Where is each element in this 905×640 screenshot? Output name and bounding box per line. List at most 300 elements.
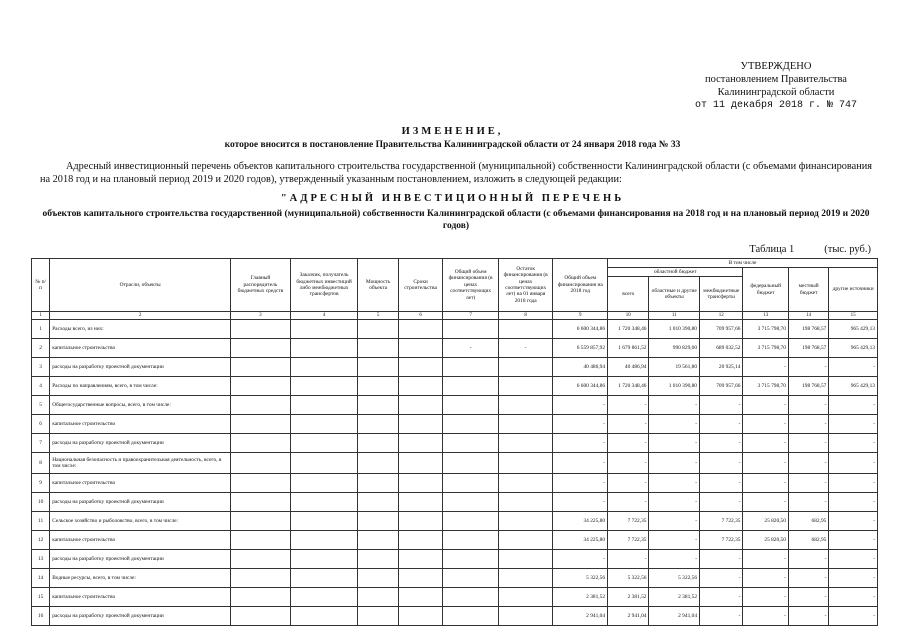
cell-manager	[231, 377, 291, 396]
cell-total-2018: 6 559 857,92	[553, 339, 608, 358]
cell-remaining	[498, 607, 553, 626]
cell-total-2018: -	[553, 493, 608, 512]
cell-interbudget: -	[700, 493, 743, 512]
cell-other: 965 429,13	[829, 320, 878, 339]
cell-regional-other: 990 829,00	[649, 339, 700, 358]
cell-regional-other: 1 010 390,80	[649, 320, 700, 339]
cell-capacity	[358, 453, 398, 474]
cell-manager	[231, 453, 291, 474]
cell-total-cost	[443, 396, 499, 415]
cell-customer	[290, 474, 358, 493]
cell-regional-other: 2 381,52	[649, 588, 700, 607]
cell-customer	[290, 434, 358, 453]
cell-local: -	[788, 358, 828, 377]
cell-total-cost	[443, 588, 499, 607]
cell-total-2018: -	[553, 396, 608, 415]
table-row	[32, 339, 878, 358]
col-number: 3	[231, 312, 291, 320]
cell-federal: -	[743, 588, 788, 607]
table-row	[32, 607, 878, 626]
cell-regional-other: -	[649, 415, 700, 434]
cell-remaining	[498, 474, 553, 493]
col-number: 1	[32, 312, 50, 320]
cell-remaining	[498, 493, 553, 512]
cell-other: 965 429,13	[829, 377, 878, 396]
cell-total-cost	[443, 493, 499, 512]
cell-terms	[398, 607, 442, 626]
col-number: 7	[443, 312, 499, 320]
cell-interbudget: -	[700, 415, 743, 434]
cell-capacity	[358, 493, 398, 512]
cell-total-cost	[443, 550, 499, 569]
cell-interbudget: 7 722,35	[700, 531, 743, 550]
cell-regional-other: 1 010 390,80	[649, 377, 700, 396]
cell-customer	[290, 550, 358, 569]
cell-terms	[398, 415, 442, 434]
cell-other: -	[829, 493, 878, 512]
cell-total-2018: 2 941,04	[553, 607, 608, 626]
cell-regional-other: -	[649, 453, 700, 474]
cell-capacity	[358, 569, 398, 588]
cell-customer	[290, 531, 358, 550]
cell-total-cost	[443, 569, 499, 588]
approval-line-3: Калининградской области	[717, 87, 835, 98]
cell-remaining	[498, 415, 553, 434]
cell-total-cost	[443, 512, 499, 531]
cell-manager	[231, 415, 291, 434]
header-remaining: Остаток финансирования (в ценах соответствующих лет) на 01 января 2018 года	[498, 259, 553, 312]
header-total-2018: Общий объем финансирования на 2018 год	[553, 259, 608, 312]
cell-total-2018: 34 225,80	[553, 512, 608, 531]
cell-total-2018: -	[553, 550, 608, 569]
header-all: всего	[608, 277, 649, 312]
cell-terms	[398, 569, 442, 588]
cell-terms	[398, 377, 442, 396]
cell-regional-other: -	[649, 474, 700, 493]
cell-customer	[290, 607, 358, 626]
document-subtitle: которое вносится в постановление Правительства Калининградской области от 24 января 2018 года № 33	[224, 140, 681, 150]
row-number: 6	[32, 415, 50, 434]
cell-regional-all: 7 722,35	[608, 531, 649, 550]
approval-stamp	[695, 60, 857, 112]
header-total-cost: Общий объем финансирования (в ценах соответствующих лет)	[443, 259, 499, 312]
cell-total-cost	[443, 415, 499, 434]
col-number: 10	[608, 312, 649, 320]
col-number: 13	[743, 312, 788, 320]
cell-federal: 25 820,50	[743, 531, 788, 550]
cell-regional-other: -	[649, 531, 700, 550]
header-regional-other: областные и другие объекты	[649, 277, 700, 312]
cell-manager	[231, 512, 291, 531]
cell-other: -	[829, 453, 878, 474]
cell-total-2018: -	[553, 415, 608, 434]
row-name: капитальное строительство	[50, 531, 231, 550]
cell-manager	[231, 588, 291, 607]
cell-remaining	[498, 434, 553, 453]
header-federal: федеральный бюджет	[743, 268, 788, 312]
row-number: 14	[32, 569, 50, 588]
row-number: 9	[32, 474, 50, 493]
cell-customer	[290, 358, 358, 377]
cell-regional-all: 5 322,56	[608, 569, 649, 588]
cell-total-2018: 6 600 344,86	[553, 377, 608, 396]
cell-federal: -	[743, 493, 788, 512]
row-name: расходы на разработку проектной документации	[50, 434, 231, 453]
cell-remaining: -	[498, 339, 553, 358]
cell-manager	[231, 339, 291, 358]
cell-customer	[290, 569, 358, 588]
header-interbudget: межбюджетные трансферты	[700, 277, 743, 312]
cell-capacity	[358, 550, 398, 569]
cell-other: -	[829, 415, 878, 434]
cell-interbudget: 20 925,14	[700, 358, 743, 377]
header-manager: Главный распорядитель бюджетных средств	[231, 259, 291, 312]
table-caption	[719, 244, 871, 255]
cell-capacity	[358, 396, 398, 415]
row-number: 1	[32, 320, 50, 339]
investment-table	[31, 258, 878, 626]
row-number: 3	[32, 358, 50, 377]
cell-regional-other: 19 561,80	[649, 358, 700, 377]
row-number: 2	[32, 339, 50, 358]
cell-regional-other: -	[649, 493, 700, 512]
cell-remaining	[498, 320, 553, 339]
cell-local: 198 768,57	[788, 339, 828, 358]
cell-terms	[398, 453, 442, 474]
cell-manager	[231, 531, 291, 550]
document-title: ИЗМЕНЕНИЕ,	[401, 126, 504, 137]
header-incl: В том числе	[608, 259, 878, 268]
intro-paragraph: Адресный инвестиционный перечень объектов капитального строительства государственной (муниципальной) собственности Калининградской области (с объемами финансирования на 2018 год и на плановый период 2019 и 2020 годов), утвержденный указанным постановлением, изложить в следующей редакции:	[40, 161, 872, 185]
table-units: (тыс. руб.)	[824, 244, 871, 255]
row-number: 12	[32, 531, 50, 550]
cell-regional-other: -	[649, 396, 700, 415]
cell-total-cost: -	[443, 339, 499, 358]
row-name: капитальное строительство	[50, 474, 231, 493]
cell-local: 198 768,57	[788, 377, 828, 396]
cell-remaining	[498, 588, 553, 607]
cell-terms	[398, 358, 442, 377]
cell-terms	[398, 531, 442, 550]
cell-remaining	[498, 550, 553, 569]
cell-regional-other: -	[649, 512, 700, 531]
row-number: 7	[32, 434, 50, 453]
cell-manager	[231, 607, 291, 626]
cell-regional-other: -	[649, 434, 700, 453]
cell-other: 965 429,13	[829, 339, 878, 358]
col-number: 12	[700, 312, 743, 320]
cell-customer	[290, 396, 358, 415]
cell-total-2018: -	[553, 434, 608, 453]
cell-local: -	[788, 434, 828, 453]
cell-manager	[231, 550, 291, 569]
cell-local: -	[788, 453, 828, 474]
row-name: Водные ресурсы, всего, в том числе:	[50, 569, 231, 588]
cell-terms	[398, 434, 442, 453]
cell-federal: 25 820,50	[743, 512, 788, 531]
header-customer: Заказчик, получатель бюджетных инвестиций либо межбюджетных трансфертов	[290, 259, 358, 312]
table-row	[32, 358, 878, 377]
cell-other: -	[829, 569, 878, 588]
row-name: Сельское хозяйство и рыболовство, всего, в том числе:	[50, 512, 231, 531]
row-number: 8	[32, 453, 50, 474]
cell-interbudget: -	[700, 607, 743, 626]
cell-interbudget: -	[700, 396, 743, 415]
cell-local: -	[788, 415, 828, 434]
table-row	[32, 588, 878, 607]
table-row	[32, 377, 878, 396]
cell-federal: 3 715 798,70	[743, 377, 788, 396]
cell-total-cost	[443, 453, 499, 474]
row-number: 15	[32, 588, 50, 607]
table-row	[32, 415, 878, 434]
cell-customer	[290, 493, 358, 512]
cell-manager	[231, 396, 291, 415]
cell-regional-all: -	[608, 550, 649, 569]
cell-interbudget: 7 722,35	[700, 512, 743, 531]
cell-federal: -	[743, 358, 788, 377]
row-name: капитальное строительство	[50, 415, 231, 434]
cell-regional-all: 1 720 348,46	[608, 377, 649, 396]
table-row	[32, 474, 878, 493]
row-name: Общегосударственные вопросы, всего, в том числе:	[50, 396, 231, 415]
col-number: 14	[788, 312, 828, 320]
cell-regional-all: 7 722,35	[608, 512, 649, 531]
cell-regional-all: -	[608, 453, 649, 474]
row-name: расходы на разработку проектной документации	[50, 550, 231, 569]
cell-capacity	[358, 531, 398, 550]
cell-total-2018: 2 381,52	[553, 588, 608, 607]
col-number: 11	[649, 312, 700, 320]
cell-terms	[398, 493, 442, 512]
cell-federal: -	[743, 607, 788, 626]
cell-other: -	[829, 396, 878, 415]
cell-customer	[290, 588, 358, 607]
cell-customer	[290, 320, 358, 339]
cell-local: -	[788, 569, 828, 588]
row-name: расходы на разработку проектной документации	[50, 358, 231, 377]
cell-remaining	[498, 569, 553, 588]
header-regional: областной бюджет	[608, 268, 743, 277]
cell-interbudget: -	[700, 453, 743, 474]
header-num: № п/п	[32, 259, 50, 312]
cell-total-2018: 34 225,80	[553, 531, 608, 550]
cell-manager	[231, 569, 291, 588]
row-name: капитальное строительство	[50, 588, 231, 607]
cell-capacity	[358, 434, 398, 453]
cell-local: 198 768,57	[788, 320, 828, 339]
cell-customer	[290, 453, 358, 474]
cell-local: 682,95	[788, 512, 828, 531]
row-number: 4	[32, 377, 50, 396]
cell-manager	[231, 434, 291, 453]
cell-other: -	[829, 531, 878, 550]
cell-regional-all: 2 941,04	[608, 607, 649, 626]
cell-terms	[398, 339, 442, 358]
cell-terms	[398, 512, 442, 531]
cell-capacity	[358, 320, 398, 339]
cell-manager	[231, 493, 291, 512]
cell-regional-all: -	[608, 434, 649, 453]
table-row	[32, 493, 878, 512]
cell-federal: -	[743, 453, 788, 474]
cell-federal: -	[743, 396, 788, 415]
table-row	[32, 434, 878, 453]
cell-total-cost	[443, 607, 499, 626]
cell-remaining	[498, 531, 553, 550]
cell-remaining	[498, 512, 553, 531]
list-subtitle: объектов капитального строительства государственной (муниципальной) собственности Калининградской области (с объемами финансирования на 2018 год и на плановый период 2019 и 2020 годов)	[42, 209, 870, 231]
cell-total-2018: -	[553, 453, 608, 474]
cell-customer	[290, 415, 358, 434]
col-number: 6	[398, 312, 442, 320]
cell-total-2018: -	[553, 474, 608, 493]
cell-interbudget: 709 957,66	[700, 320, 743, 339]
cell-remaining	[498, 377, 553, 396]
header-sectors: Отрасли, объекты	[50, 259, 231, 312]
cell-capacity	[358, 415, 398, 434]
table-row	[32, 531, 878, 550]
cell-regional-all: -	[608, 396, 649, 415]
cell-interbudget: -	[700, 434, 743, 453]
row-number: 11	[32, 512, 50, 531]
col-number: 4	[290, 312, 358, 320]
cell-capacity	[358, 377, 398, 396]
cell-local: -	[788, 493, 828, 512]
cell-regional-all: 1 720 348,46	[608, 320, 649, 339]
cell-regional-all: -	[608, 474, 649, 493]
cell-total-2018: 40 486,94	[553, 358, 608, 377]
header-other: другие источники	[829, 268, 878, 312]
cell-federal: 3 715 798,70	[743, 320, 788, 339]
cell-total-2018: 6 600 344,86	[553, 320, 608, 339]
cell-terms	[398, 396, 442, 415]
cell-interbudget: -	[700, 474, 743, 493]
cell-interbudget: 709 957,66	[700, 377, 743, 396]
cell-total-cost	[443, 434, 499, 453]
cell-interbudget: -	[700, 569, 743, 588]
col-number: 8	[498, 312, 553, 320]
cell-manager	[231, 320, 291, 339]
cell-terms	[398, 474, 442, 493]
cell-interbudget: -	[700, 588, 743, 607]
cell-capacity	[358, 358, 398, 377]
col-number: 5	[358, 312, 398, 320]
header-terms: Сроки строительства	[398, 259, 442, 312]
header-local: местный бюджет	[788, 268, 828, 312]
cell-total-2018: 5 322,56	[553, 569, 608, 588]
cell-federal: -	[743, 474, 788, 493]
table-number: Таблица 1	[749, 244, 795, 255]
col-number: 15	[829, 312, 878, 320]
approval-date: от 11 декабря 2018 г. № 747	[694, 100, 857, 111]
cell-total-cost	[443, 377, 499, 396]
cell-regional-all: 2 381,52	[608, 588, 649, 607]
table-row	[32, 512, 878, 531]
row-number: 10	[32, 493, 50, 512]
approval-line-2: постановлением Правительства	[704, 74, 847, 85]
cell-federal: -	[743, 415, 788, 434]
cell-local: -	[788, 396, 828, 415]
cell-terms	[398, 320, 442, 339]
cell-manager	[231, 474, 291, 493]
cell-capacity	[358, 474, 398, 493]
cell-local: -	[788, 588, 828, 607]
row-number: 16	[32, 607, 50, 626]
cell-federal: -	[743, 569, 788, 588]
cell-regional-other: -	[649, 550, 700, 569]
cell-interbudget: 689 032,52	[700, 339, 743, 358]
row-name: расходы на разработку проектной документации	[50, 607, 231, 626]
row-name: Расходы всего, из них:	[50, 320, 231, 339]
table-row	[32, 320, 878, 339]
cell-regional-other: 5 322,56	[649, 569, 700, 588]
cell-terms	[398, 588, 442, 607]
cell-total-cost	[443, 474, 499, 493]
cell-customer	[290, 339, 358, 358]
table-row	[32, 453, 878, 474]
row-name: капитальное строительство	[50, 339, 231, 358]
cell-capacity	[358, 339, 398, 358]
cell-other: -	[829, 358, 878, 377]
cell-total-cost	[443, 320, 499, 339]
cell-capacity	[358, 607, 398, 626]
col-number: 9	[553, 312, 608, 320]
cell-local: 682,95	[788, 531, 828, 550]
cell-manager	[231, 358, 291, 377]
cell-local: -	[788, 474, 828, 493]
column-number-row	[32, 312, 878, 320]
cell-interbudget: -	[700, 550, 743, 569]
row-name: Национальная безопасность и правоохранительная деятельность, всего, в том числе:	[50, 453, 231, 474]
header-capacity: Мощность объекта	[358, 259, 398, 312]
cell-remaining	[498, 453, 553, 474]
cell-other: -	[829, 550, 878, 569]
table-row	[32, 550, 878, 569]
table-row	[32, 569, 878, 588]
cell-federal: -	[743, 550, 788, 569]
cell-capacity	[358, 512, 398, 531]
cell-local: -	[788, 607, 828, 626]
cell-other: -	[829, 607, 878, 626]
cell-other: -	[829, 434, 878, 453]
cell-customer	[290, 512, 358, 531]
cell-federal: 3 715 798,70	[743, 339, 788, 358]
cell-local: -	[788, 550, 828, 569]
cell-regional-all: -	[608, 493, 649, 512]
cell-other: -	[829, 512, 878, 531]
row-number: 13	[32, 550, 50, 569]
list-title: "АДРЕСНЫЙ ИНВЕСТИЦИОННЫЙ ПЕРЕЧЕНЬ	[280, 193, 625, 204]
row-name: расходы на разработку проектной документации	[50, 493, 231, 512]
cell-terms	[398, 550, 442, 569]
cell-regional-all: -	[608, 415, 649, 434]
cell-other: -	[829, 474, 878, 493]
row-name: Расходы по направлениям, всего, в том числе:	[50, 377, 231, 396]
cell-customer	[290, 377, 358, 396]
approval-line-1: УТВЕРЖДЕНО	[740, 61, 812, 72]
col-number: 2	[50, 312, 231, 320]
cell-other: -	[829, 588, 878, 607]
cell-total-cost	[443, 531, 499, 550]
cell-capacity	[358, 588, 398, 607]
cell-remaining	[498, 358, 553, 377]
row-number: 5	[32, 396, 50, 415]
cell-regional-all: 1 679 861,52	[608, 339, 649, 358]
cell-federal: -	[743, 434, 788, 453]
cell-total-cost	[443, 358, 499, 377]
cell-remaining	[498, 396, 553, 415]
